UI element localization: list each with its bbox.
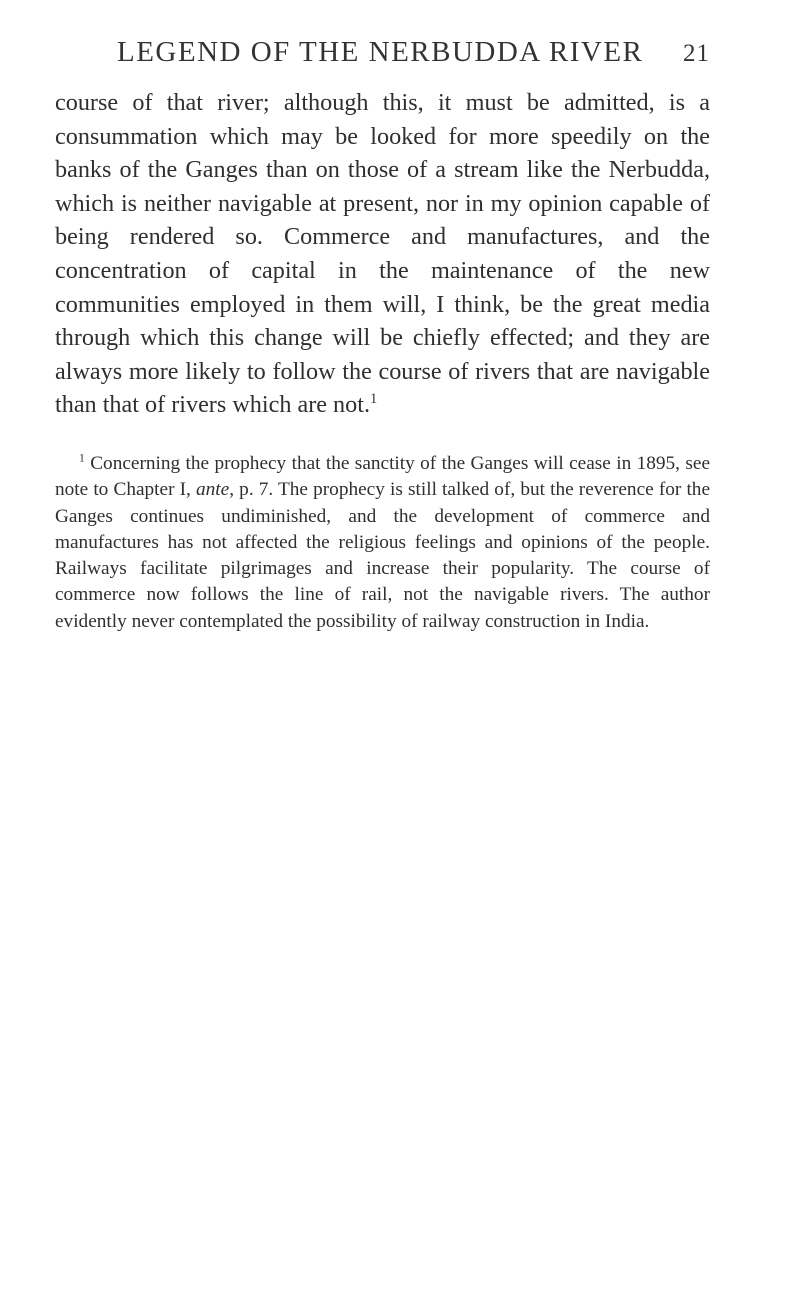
footnote-reference: 1 — [370, 391, 378, 408]
body-paragraph — [55, 86, 710, 422]
page-number: 21 — [683, 40, 710, 67]
footnote-marker: 1 — [79, 451, 85, 465]
running-head — [55, 36, 710, 76]
footnote — [55, 451, 710, 635]
running-title: LEGEND OF THE NERBUDDA RIVER — [117, 36, 644, 68]
footnote-italic-term: ante — [196, 479, 230, 501]
body-paragraph-text: course of that river; although this, it must be admitted, is a consummation which may be looked for more speedily on the banks of the Ganges than on those of a stream like the Nerbudda, which is neither navigable at present, nor in my opinion capable of being rendered so. Commerce and manufactures, and the concentration of capital in the maintenance of the new communities employed in them will, I think, be the great media through which this change will be chiefly effected; and they are always more likely to follow the course of rivers that are navigable than that of rivers which are not. — [55, 89, 710, 419]
footnote-text-end: , p. 7. The prophecy is still talked of, but the reverence for the Ganges continues undiminished, and the development of commerce and manufactures has not affected the religious feelings and opinions of the people. Railways facilitate pilgrimages and increase their popularity. The course of commerce now follows the line of rail, not the navigable rivers. The author evidently never contemplated the possibility of railway construction in India. — [55, 479, 710, 632]
footnote-text-start: Concerning the prophecy that the sanctity of the Ganges will cease in 1895, see note to Chapter I, — [55, 453, 710, 501]
